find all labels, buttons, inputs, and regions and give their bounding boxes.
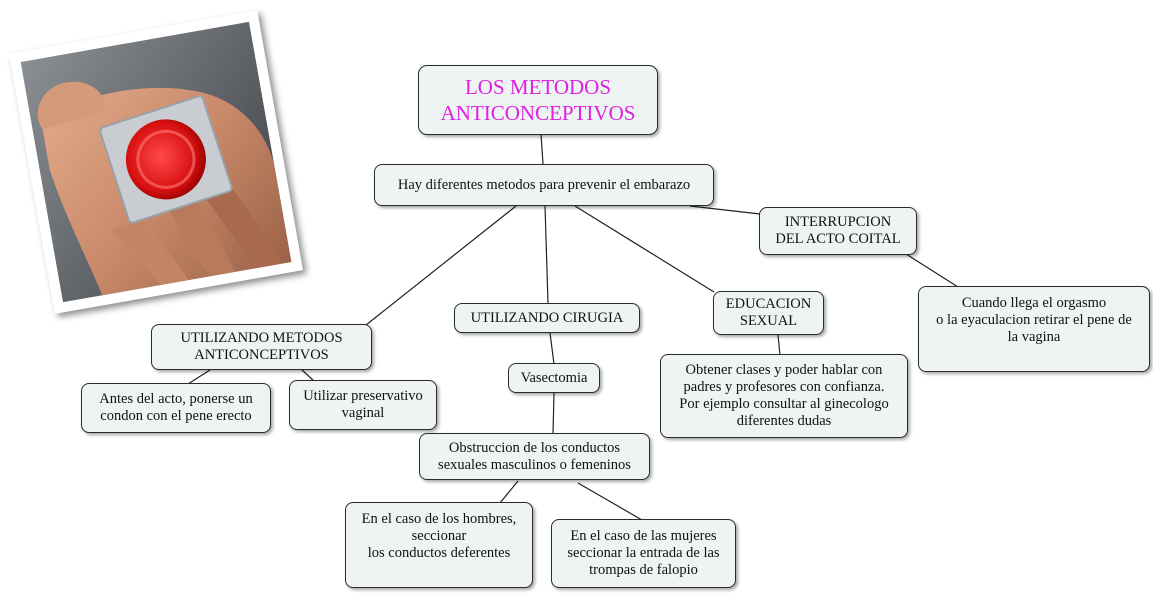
metodos-node[interactable]: UTILIZANDO METODOS ANTICONCEPTIVOS — [151, 324, 372, 370]
connector-main-cirugia — [545, 206, 548, 303]
connector-interrupcion-orgasmo — [906, 254, 958, 287]
antes-node[interactable]: Antes del acto, ponerse un condon con el pene erecto — [81, 383, 271, 433]
connector-main-educacion — [575, 206, 714, 292]
hombres-node[interactable]: En el caso de los hombres, seccionar los conductos deferentes — [345, 502, 533, 588]
clases-node[interactable]: Obtener clases y poder hablar con padres y profesores con confianza. Por ejemplo consultar al ginecologo diferentes dudas — [660, 354, 908, 438]
connector-vasectomia-obstruccion — [553, 393, 554, 434]
connector-main-interrupcion — [690, 206, 760, 214]
main-node[interactable]: Hay diferentes metodos para prevenir el embarazo — [374, 164, 714, 206]
connector-cirugia-vasectomia — [550, 333, 554, 364]
obstruccion-node[interactable]: Obstruccion de los conductos sexuales masculinos o femeninos — [419, 433, 650, 480]
mujeres-node[interactable]: En el caso de las mujeres seccionar la entrada de las trompas de falopio — [551, 519, 736, 588]
condom-photo — [9, 10, 303, 314]
connector-educacion-clases — [778, 335, 780, 355]
condom-in-hand-icon — [21, 22, 292, 303]
preservativo-node[interactable]: Utilizar preservativo vaginal — [289, 380, 437, 430]
connector-metodos-antes — [188, 370, 210, 384]
orgasmo-node[interactable]: Cuando llega el orgasmo o la eyaculacion retirar el pene de la vagina — [918, 286, 1150, 372]
educacion-node[interactable]: EDUCACION SEXUAL — [713, 291, 824, 335]
connector-obstruccion-mujeres — [578, 483, 642, 520]
connector-title-main — [541, 134, 543, 164]
connector-obstruccion-hombres — [500, 481, 518, 503]
cirugia-node[interactable]: UTILIZANDO CIRUGIA — [454, 303, 640, 333]
title-node[interactable]: LOS METODOS ANTICONCEPTIVOS — [418, 65, 658, 135]
vasectomia-node[interactable]: Vasectomia — [508, 363, 600, 393]
interrupcion-node[interactable]: INTERRUPCION DEL ACTO COITAL — [759, 207, 917, 255]
